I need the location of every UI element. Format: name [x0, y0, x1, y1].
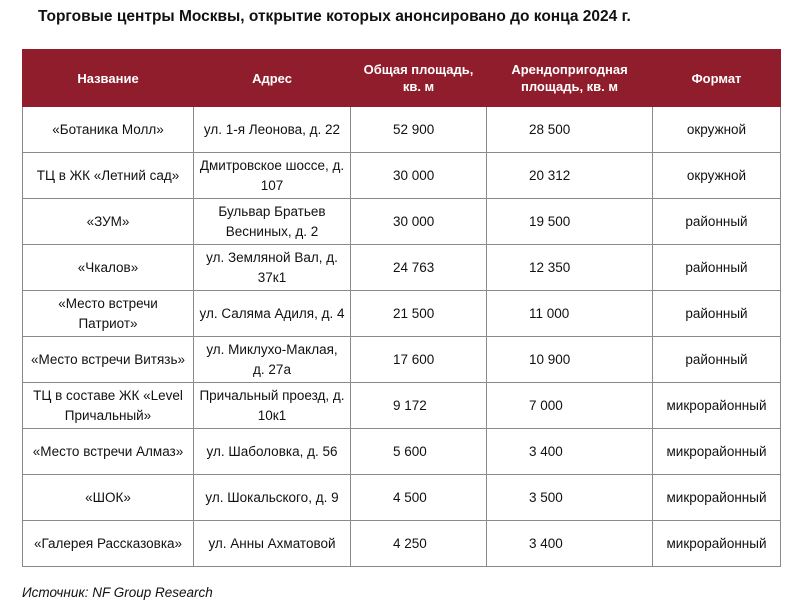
cell-address: Причальный проезд, д. 10к1 — [194, 383, 351, 429]
cell-name: «Место встречи Алмаз» — [23, 429, 194, 475]
cell-name: ТЦ в составе ЖК «Level Причальный» — [23, 383, 194, 429]
cell-format: окружной — [653, 107, 781, 153]
table-row — [23, 337, 781, 383]
cell-address: ул. Земляной Вал, д. 37к1 — [194, 245, 351, 291]
column-header-address: Адрес — [194, 50, 351, 107]
table-row — [23, 429, 781, 475]
cell-total-area: 5 600 — [351, 429, 487, 475]
cell-address: Дмитровское шоссе, д. 107 — [194, 153, 351, 199]
cell-leasable-area: 19 500 — [487, 199, 653, 245]
cell-leasable-area: 10 900 — [487, 337, 653, 383]
cell-format: микрорайонный — [653, 521, 781, 567]
cell-address: ул. Шаболовка, д. 56 — [194, 429, 351, 475]
cell-leasable-area: 28 500 — [487, 107, 653, 153]
cell-name: «ШОК» — [23, 475, 194, 521]
cell-name: «Место встречи Патриот» — [23, 291, 194, 337]
column-header-name: Название — [23, 50, 194, 107]
cell-format: микрорайонный — [653, 429, 781, 475]
cell-address: ул. Анны Ахматовой — [194, 521, 351, 567]
cell-name: ТЦ в ЖК «Летний сад» — [23, 153, 194, 199]
cell-total-area: 4 500 — [351, 475, 487, 521]
cell-total-area: 9 172 — [351, 383, 487, 429]
cell-name: «Ботаника Молл» — [23, 107, 194, 153]
table-row — [23, 383, 781, 429]
cell-leasable-area: 7 000 — [487, 383, 653, 429]
cell-leasable-area: 11 000 — [487, 291, 653, 337]
cell-name: «Галерея Рассказовка» — [23, 521, 194, 567]
cell-leasable-area: 12 350 — [487, 245, 653, 291]
cell-total-area: 24 763 — [351, 245, 487, 291]
cell-name: «Место встречи Витязь» — [23, 337, 194, 383]
table-row — [23, 245, 781, 291]
cell-name: «Чкалов» — [23, 245, 194, 291]
cell-address: ул. Саляма Адиля, д. 4 — [194, 291, 351, 337]
cell-leasable-area: 3 400 — [487, 429, 653, 475]
page-title: Торговые центры Москвы, открытие которых анонсировано до конца 2024 г. — [38, 8, 631, 25]
cell-total-area: 4 250 — [351, 521, 487, 567]
cell-address: ул. Шокальского, д. 9 — [194, 475, 351, 521]
cell-leasable-area: 3 400 — [487, 521, 653, 567]
cell-total-area: 21 500 — [351, 291, 487, 337]
shopping-centers-table — [22, 49, 781, 567]
cell-format: окружной — [653, 153, 781, 199]
cell-leasable-area: 3 500 — [487, 475, 653, 521]
table-row — [23, 291, 781, 337]
cell-total-area: 52 900 — [351, 107, 487, 153]
cell-address: Бульвар Братьев Весниных, д. 2 — [194, 199, 351, 245]
cell-address: ул. Миклухо-Маклая, д. 27а — [194, 337, 351, 383]
column-header-leasable-area: Арендопригодная площадь, кв. м — [487, 50, 653, 107]
table-row — [23, 199, 781, 245]
cell-address: ул. 1-я Леонова, д. 22 — [194, 107, 351, 153]
cell-format: районный — [653, 291, 781, 337]
table-row — [23, 521, 781, 567]
cell-format: районный — [653, 199, 781, 245]
cell-total-area: 30 000 — [351, 153, 487, 199]
cell-format: районный — [653, 245, 781, 291]
cell-leasable-area: 20 312 — [487, 153, 653, 199]
cell-format: микрорайонный — [653, 383, 781, 429]
cell-name: «ЗУМ» — [23, 199, 194, 245]
table-row — [23, 153, 781, 199]
cell-format: районный — [653, 337, 781, 383]
column-header-format: Формат — [653, 50, 781, 107]
table-row — [23, 107, 781, 153]
table-row — [23, 475, 781, 521]
column-header-total-area: Общая площадь, кв. м — [351, 50, 487, 107]
cell-total-area: 30 000 — [351, 199, 487, 245]
source-note: Источник: NF Group Research — [22, 585, 213, 600]
table-header-row — [23, 50, 781, 107]
cell-format: микрорайонный — [653, 475, 781, 521]
cell-total-area: 17 600 — [351, 337, 487, 383]
